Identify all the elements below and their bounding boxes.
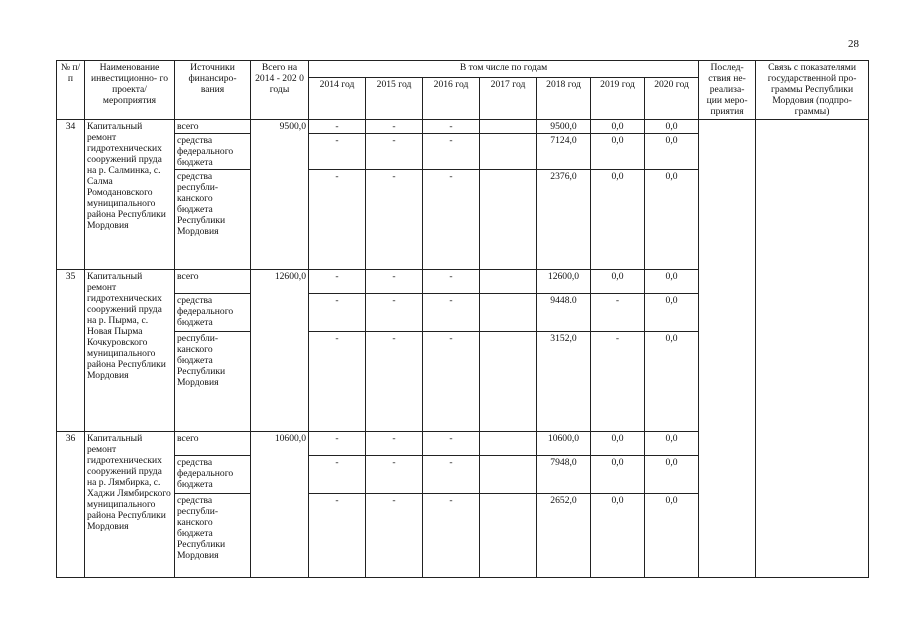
year-value: 0,0 <box>591 270 645 294</box>
year-value: 2652,0 <box>537 494 591 578</box>
total-amount: 12600,0 <box>251 270 309 432</box>
header-total: Всего на 2014 - 202 0 годы <box>251 61 309 120</box>
year-value: - <box>591 294 645 332</box>
consequences-cell <box>699 120 756 578</box>
year-value: - <box>366 170 423 270</box>
year-value: - <box>309 120 366 134</box>
year-value: 12600,0 <box>537 270 591 294</box>
table-row <box>57 120 869 134</box>
funding-source: средства федерального бюджета <box>175 134 251 170</box>
year-value: 0,0 <box>645 134 699 170</box>
year-value: 0,0 <box>645 432 699 456</box>
year-value: - <box>366 120 423 134</box>
project-name: Капитальный ремонт гидротехнических сооружений пруда на р. Лямбирка, с. Хаджи Лямбирского муниципального района Республики Мордовия <box>85 432 175 578</box>
year-value: - <box>423 456 480 494</box>
header-name: Наименование инвестиционно- го проекта/ мероприятия <box>85 61 175 120</box>
row-number: 34 <box>57 120 85 270</box>
funding-source: всего <box>175 120 251 134</box>
year-value: - <box>309 294 366 332</box>
project-name: Капитальный ремонт гидротехнических сооружений пруда на р. Салминка, с. Салма Ромодановского муниципального района Республики Мордовия <box>85 120 175 270</box>
year-value: - <box>309 270 366 294</box>
total-amount: 9500,0 <box>251 120 309 270</box>
year-value: 10600,0 <box>537 432 591 456</box>
year-value: 0,0 <box>591 120 645 134</box>
year-value: - <box>309 432 366 456</box>
year-value: 0,0 <box>645 170 699 270</box>
year-value: - <box>366 456 423 494</box>
header-year: 2014 год <box>309 78 366 120</box>
year-value <box>480 134 537 170</box>
year-value: - <box>366 494 423 578</box>
header-link: Связь с показателями государственной про- граммы Республики Мордовия (подпро- граммы) <box>756 61 869 120</box>
year-value <box>480 432 537 456</box>
funding-source: республи- канского бюджета Республики Мордовия <box>175 332 251 432</box>
year-value: - <box>309 170 366 270</box>
year-value: 0,0 <box>645 456 699 494</box>
header-year: 2016 год <box>423 78 480 120</box>
year-value <box>480 456 537 494</box>
year-value: - <box>423 494 480 578</box>
year-value: - <box>366 134 423 170</box>
program-link-cell <box>756 120 869 578</box>
page-number: 28 <box>848 38 859 50</box>
funding-source: средства федерального бюджета <box>175 456 251 494</box>
header-year: 2017 год <box>480 78 537 120</box>
year-value <box>480 120 537 134</box>
year-value: - <box>423 432 480 456</box>
year-value: - <box>309 494 366 578</box>
funding-source: средства республи- канского бюджета Республики Мордовия <box>175 494 251 578</box>
header-year: 2018 год <box>537 78 591 120</box>
year-value: - <box>366 432 423 456</box>
year-value: 0,0 <box>645 494 699 578</box>
year-value: - <box>423 332 480 432</box>
funding-source: всего <box>175 270 251 294</box>
year-value: - <box>423 170 480 270</box>
header-number: № п/п <box>57 61 85 120</box>
project-name: Капитальный ремонт гидротехнических сооружений пруда на р. Пырма, с. Новая Пырма Кочкуровского муниципального района Республики Мордовия <box>85 270 175 432</box>
year-value: 0,0 <box>645 120 699 134</box>
year-value: - <box>366 332 423 432</box>
investment-table <box>56 60 869 578</box>
year-value: - <box>423 120 480 134</box>
year-value: 0,0 <box>591 134 645 170</box>
year-value: - <box>309 134 366 170</box>
funding-source: всего <box>175 432 251 456</box>
year-value: - <box>309 332 366 432</box>
year-value <box>480 294 537 332</box>
row-number: 35 <box>57 270 85 432</box>
year-value: 7948,0 <box>537 456 591 494</box>
year-value <box>480 270 537 294</box>
year-value: 9448.0 <box>537 294 591 332</box>
year-value: 0,0 <box>645 270 699 294</box>
year-value <box>480 170 537 270</box>
year-value: - <box>366 270 423 294</box>
year-value: 7124,0 <box>537 134 591 170</box>
header-by-years: В том числе по годам <box>309 61 699 78</box>
year-value <box>480 332 537 432</box>
funding-source: средства федерального бюджета <box>175 294 251 332</box>
year-value: 0,0 <box>591 456 645 494</box>
year-value: - <box>309 456 366 494</box>
row-number: 36 <box>57 432 85 578</box>
funding-source: средства республи- канского бюджета Республики Мордовия <box>175 170 251 270</box>
year-value: 0,0 <box>645 332 699 432</box>
year-value: 0,0 <box>591 494 645 578</box>
year-value: - <box>366 294 423 332</box>
year-value: - <box>591 332 645 432</box>
year-value <box>480 494 537 578</box>
year-value: 0,0 <box>591 432 645 456</box>
total-amount: 10600,0 <box>251 432 309 578</box>
year-value: - <box>423 270 480 294</box>
year-value: 0,0 <box>645 294 699 332</box>
header-consequences: Послед- ствия не- реализа- ции меро- приятия <box>699 61 756 120</box>
year-value: 3152,0 <box>537 332 591 432</box>
year-value: - <box>423 134 480 170</box>
year-value: - <box>423 294 480 332</box>
year-value: 2376,0 <box>537 170 591 270</box>
year-value: 0,0 <box>591 170 645 270</box>
header-year: 2019 год <box>591 78 645 120</box>
header-sources: Источники финансиро- вания <box>175 61 251 120</box>
year-value: 9500,0 <box>537 120 591 134</box>
header-year: 2020 год <box>645 78 699 120</box>
header-year: 2015 год <box>366 78 423 120</box>
